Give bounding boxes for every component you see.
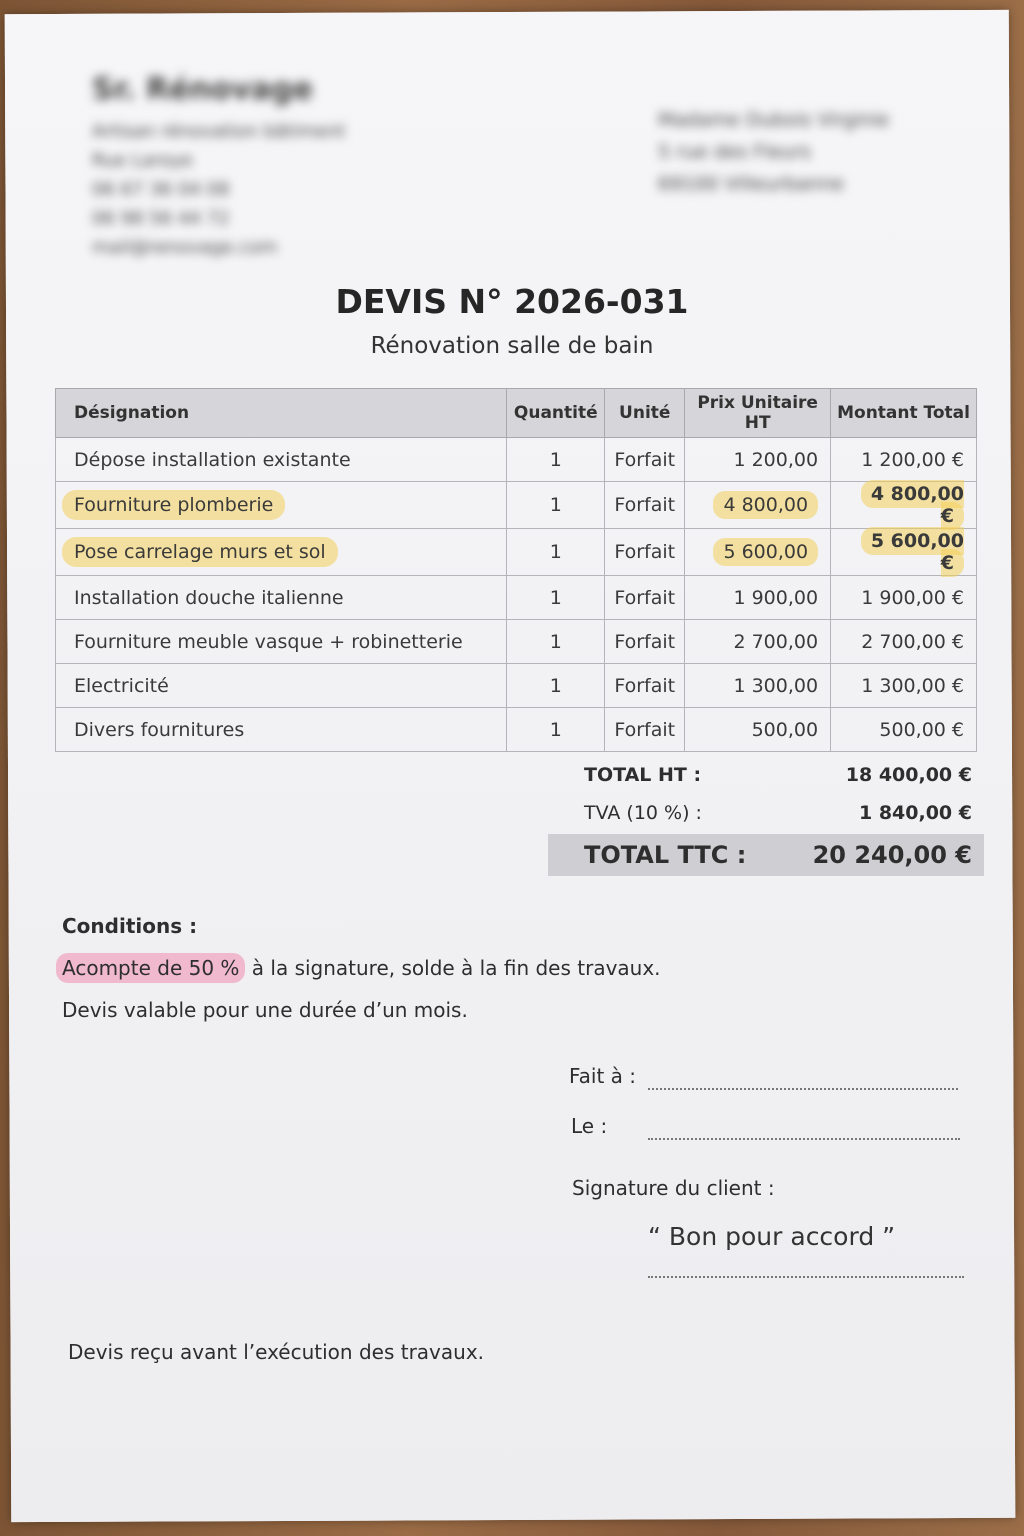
cell-prix-unitaire: 500,00 (685, 708, 831, 752)
recipient-line: Madame Dubois Virginie (658, 109, 890, 131)
cell-unite: Forfait (605, 482, 685, 529)
cell-montant: 1 200,00 € (831, 438, 977, 482)
cell-designation: Electricité (56, 664, 507, 708)
footer-note: Devis reçu avant l’exécution des travaux. (68, 1340, 485, 1364)
totals-block (548, 756, 984, 876)
cell-quantite: 1 (507, 620, 605, 664)
quote-subtitle: Rénovation salle de bain (370, 333, 654, 359)
table-row (56, 620, 977, 664)
signature-client-label: Signature du client : (572, 1176, 775, 1200)
cell-designation: Fourniture meuble vasque + robinetterie (56, 620, 507, 664)
highlighted-prix-unitaire: 5 600,00 (713, 538, 818, 566)
tva-value: 1 840,00 € (859, 802, 972, 824)
cell-montant: 1 300,00 € (831, 664, 977, 708)
table-row (56, 664, 977, 708)
sender-line: mail@renovage.com (92, 237, 278, 258)
column-header-unite: Unité (605, 389, 685, 438)
highlighted-designation: Pose carrelage murs et sol (62, 537, 338, 567)
cell-unite: Forfait (605, 664, 685, 708)
highlighted-prix-unitaire: 4 800,00 (713, 491, 818, 519)
cell-prix-unitaire (685, 529, 831, 576)
total-ht-value: 18 400,00 € (845, 764, 972, 786)
cell-designation (56, 529, 507, 576)
cell-quantite: 1 (507, 664, 605, 708)
deposit-highlight: Acompte de 50 % (56, 953, 245, 983)
sender-block (92, 72, 345, 262)
highlighted-designation: Fourniture plomberie (62, 490, 285, 520)
cell-quantite: 1 (507, 576, 605, 620)
quote-title: DEVIS N° 2026-031 (335, 282, 689, 321)
cell-designation (56, 482, 507, 529)
le-label: Le : (571, 1114, 608, 1138)
cell-unite: Forfait (605, 708, 685, 752)
sender-line: Rue Laroye (92, 150, 193, 171)
table-header-row (56, 389, 977, 438)
cell-montant: 1 900,00 € (831, 576, 977, 620)
recipient-block (658, 104, 889, 200)
le-dotted-line (648, 1138, 960, 1140)
total-ht-row (548, 756, 984, 794)
cell-prix-unitaire: 1 200,00 (685, 438, 831, 482)
cell-prix-unitaire (685, 482, 831, 529)
cell-quantite: 1 (507, 438, 605, 482)
tva-row (548, 794, 984, 832)
cell-prix-unitaire: 1 300,00 (685, 664, 831, 708)
recipient-line: 5 rue des Fleurs (658, 141, 812, 163)
column-header-prix-unitaire: Prix Unitaire HT (685, 389, 831, 438)
total-ttc-row (548, 834, 984, 876)
column-header-quantite: Quantité (507, 389, 605, 438)
cell-montant (831, 529, 977, 576)
cell-designation: Divers fournitures (56, 708, 507, 752)
tva-label: TVA (10 %) : (584, 802, 702, 824)
total-ht-label: TOTAL HT : (584, 764, 702, 786)
table-row (56, 576, 977, 620)
table-row (56, 529, 977, 576)
cell-prix-unitaire: 1 900,00 (685, 576, 831, 620)
cell-montant (831, 482, 977, 529)
cell-montant: 2 700,00 € (831, 620, 977, 664)
sender-line: 06 67 36 04 08 (92, 179, 230, 200)
bon-pour-accord-mention: “ Bon pour accord ” (648, 1222, 896, 1251)
cell-montant: 500,00 € (831, 708, 977, 752)
fait-a-label: Fait à : (569, 1064, 637, 1088)
sender-line: 06 98 56 44 72 (92, 208, 230, 229)
cell-designation: Dépose installation existante (56, 438, 507, 482)
sender-name: Sr. Rénovage (92, 72, 314, 107)
recipient-line: 69100 Villeurbanne (658, 173, 844, 195)
signature-dotted-line (648, 1276, 964, 1278)
conditions-line-validity: Devis valable pour une durée d’un mois. (62, 998, 468, 1022)
highlighted-montant: 4 800,00 € (861, 480, 964, 530)
sender-line: Artisan rénovation bâtiment (92, 121, 346, 142)
column-header-montant: Montant Total (831, 389, 977, 438)
cell-unite: Forfait (605, 438, 685, 482)
column-header-designation: Désignation (56, 389, 507, 438)
cell-unite: Forfait (605, 620, 685, 664)
cell-prix-unitaire: 2 700,00 (685, 620, 831, 664)
table-row (56, 482, 977, 529)
quote-lines-table (55, 388, 977, 752)
cell-quantite: 1 (507, 529, 605, 576)
cell-unite: Forfait (605, 529, 685, 576)
fait-a-dotted-line (648, 1088, 958, 1090)
cell-quantite: 1 (507, 708, 605, 752)
total-ttc-label: TOTAL TTC : (584, 841, 747, 869)
table-row (56, 708, 977, 752)
deposit-rest: à la signature, solde à la fin des travaux. (245, 956, 661, 980)
conditions-line-deposit (62, 956, 661, 980)
total-ttc-value: 20 240,00 € (812, 841, 972, 869)
cell-unite: Forfait (605, 576, 685, 620)
cell-quantite: 1 (507, 482, 605, 529)
conditions-title: Conditions : (62, 914, 198, 938)
highlighted-montant: 5 600,00 € (861, 527, 964, 577)
table-row (56, 438, 977, 482)
cell-designation: Installation douche italienne (56, 576, 507, 620)
